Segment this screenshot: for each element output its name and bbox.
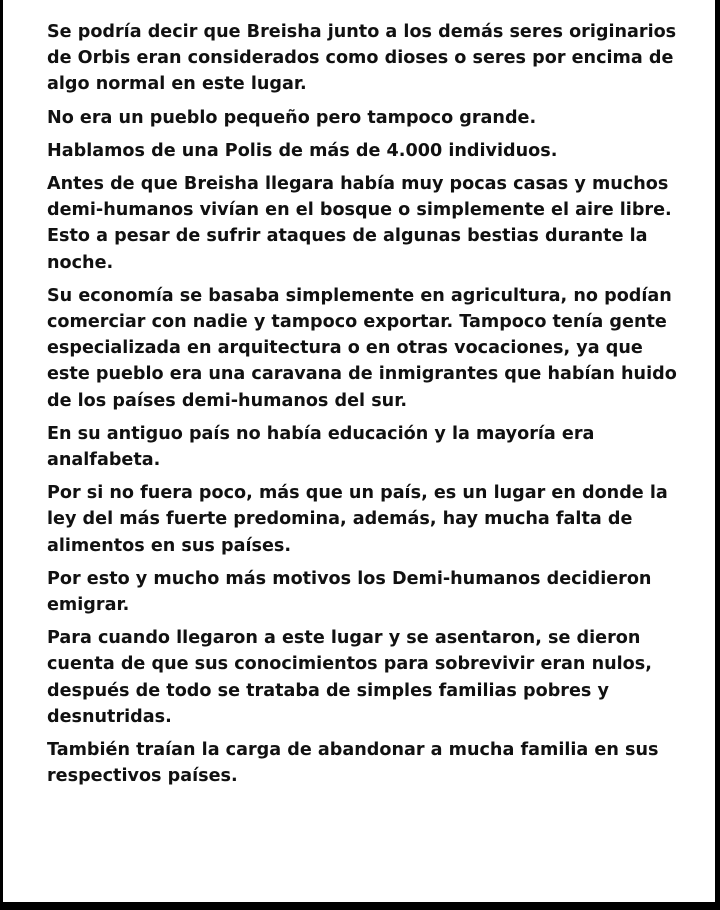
paragraph: Hablamos de una Polis de más de 4.000 individuos. (47, 140, 558, 161)
paragraph: Su economía se basaba simplemente en agricultura, no podían comerciar con nadie y tampoco exportar. Tampoco tenía gente especializada en arquitectura o en otras vocaciones, ya que este pueblo era una caravana de inmigrantes que habían huido de los países demi-humanos del sur. (47, 285, 677, 411)
paragraph: Por esto y mucho más motivos los Demi-humanos decidieron emigrar. (47, 568, 652, 616)
paragraph: También traían la carga de abandonar a mucha familia en sus respectivos países. (47, 740, 659, 787)
paragraph: Para cuando llegaron a este lugar y se asentaron, se dieron cuenta de que sus conocimientos para sobrevivir eran nulos, después de todo se trataba de simples familias pobres y desnutridas. (47, 628, 652, 727)
paragraph: Se podría decir que Breisha junto a los demás seres originarios de Orbis eran considerados como dioses o seres por encima de algo normal en este lugar. (47, 22, 677, 95)
paragraph: Antes de que Breisha llegara había muy pocas casas y muchos demi-humanos vivían en el bosque o simplemente el aire libre. Esto a pesar de sufrir ataques de algunas bestias durante la noche. (47, 174, 672, 273)
document-page (3, 0, 715, 902)
paragraph: Por si no fuera poco, más que un país, es un lugar en donde la ley del más fuerte predomina, además, hay mucha falta de alimentos en sus países. (47, 483, 668, 556)
paragraph: No era un pueblo pequeño pero tampoco grande. (47, 107, 537, 128)
paragraph: En su antiguo país no había educación y la mayoría era analfabeta. (47, 423, 595, 471)
